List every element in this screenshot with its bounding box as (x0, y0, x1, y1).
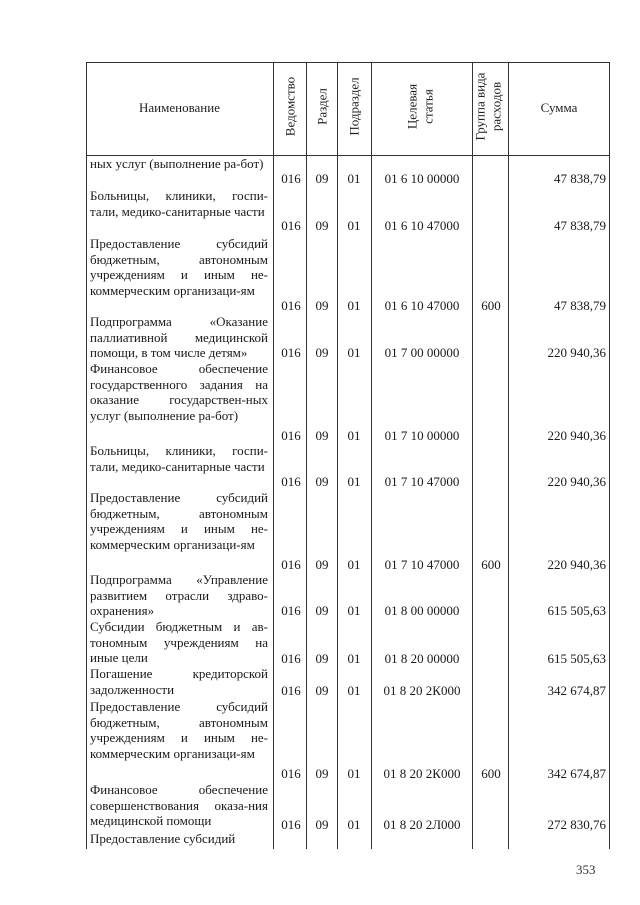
cell-celevaya-statya: 01 7 10 00000 (384, 428, 460, 443)
header-vedomstvo: Ведомство (282, 76, 298, 137)
cell-podrazdel: 01 (347, 171, 361, 186)
table-row-name: Погашение кредиторской задолженности (90, 666, 268, 697)
table-row-name: Предоставление субсидий (90, 831, 236, 846)
cell-razdel: 09 (315, 683, 329, 698)
cell-razdel: 09 (315, 474, 329, 489)
table-row-name: Финансовое обеспечение государственного задания на оказание государствен-ных услуг (выполнение ра-бот) (90, 361, 268, 423)
table-row-name: Предоставление субсидий бюджетным, автономным учреждениям и иным не-коммерческим организаци-ям (90, 490, 268, 552)
cell-podrazdel: 01 (347, 428, 361, 443)
cell-gruppa-vida-rashodov: 600 (481, 766, 501, 781)
header-gruppa-line2: расходов (488, 81, 504, 132)
cell-summa: 47 838,79 (554, 218, 606, 233)
cell-vedomstvo: 016 (281, 218, 301, 233)
table-row-name: Подпрограмма «Оказание паллиативной медицинской помощи, в том числе детям» (90, 314, 268, 360)
cell-summa: 47 838,79 (554, 298, 606, 313)
page-number: 353 (576, 862, 596, 877)
cell-celevaya-statya: 01 8 00 00000 (384, 603, 460, 618)
cell-podrazdel: 01 (347, 817, 361, 832)
cell-celevaya-statya: 01 8 20 00000 (384, 651, 460, 666)
cell-vedomstvo: 016 (281, 683, 301, 698)
cell-razdel: 09 (315, 171, 329, 186)
cell-summa: 47 838,79 (554, 171, 606, 186)
table-row-name: Больницы, клиники, госпи-тали, медико-санитарные части (90, 443, 268, 474)
cell-celevaya-statya: 01 8 20 2К000 (383, 683, 461, 698)
cell-vedomstvo: 016 (281, 766, 301, 781)
cell-razdel: 09 (315, 557, 329, 572)
cell-podrazdel: 01 (347, 557, 361, 572)
cell-celevaya-statya: 01 8 20 2Л000 (383, 817, 461, 832)
header-gruppa-line1: Группа вида (472, 72, 488, 141)
table-row-name: Подпрограмма «Управление развитием отрасли здраво-охранения» (90, 572, 268, 618)
cell-summa: 220 940,36 (547, 428, 606, 443)
cell-celevaya-statya: 01 8 20 2К000 (383, 766, 461, 781)
table-row-name: Субсидии бюджетным и ав-тономным учреждениям на иные цели (90, 619, 268, 665)
cell-razdel: 09 (315, 766, 329, 781)
cell-summa: 615 505,63 (547, 603, 606, 618)
table-row-name: Предоставление субсидий бюджетным, автономным учреждениям и иным не-коммерческим организаци-ям (90, 699, 268, 761)
cell-vedomstvo: 016 (281, 474, 301, 489)
cell-razdel: 09 (315, 651, 329, 666)
cell-vedomstvo: 016 (281, 603, 301, 618)
cell-vedomstvo: 016 (281, 428, 301, 443)
cell-summa: 342 674,87 (547, 683, 606, 698)
cell-celevaya-statya: 01 7 00 00000 (384, 345, 460, 360)
cell-razdel: 09 (315, 428, 329, 443)
cell-summa: 272 830,76 (547, 817, 606, 832)
column-divider (508, 62, 509, 849)
cell-vedomstvo: 016 (281, 817, 301, 832)
column-divider (306, 62, 307, 849)
table-row-name: Предоставление субсидий бюджетным, автономным учреждениям и иным не-коммерческим организаци-ям (90, 236, 268, 298)
column-divider (273, 62, 274, 849)
cell-razdel: 09 (315, 218, 329, 233)
cell-vedomstvo: 016 (281, 298, 301, 313)
cell-podrazdel: 01 (347, 474, 361, 489)
cell-razdel: 09 (315, 817, 329, 832)
cell-celevaya-statya: 01 6 10 00000 (384, 171, 460, 186)
cell-podrazdel: 01 (347, 603, 361, 618)
cell-summa: 342 674,87 (547, 766, 606, 781)
header-podrazdel: Подраздел (346, 77, 362, 136)
header-name: Наименование (139, 100, 220, 116)
cell-celevaya-statya: 01 6 10 47000 (384, 218, 460, 233)
cell-podrazdel: 01 (347, 651, 361, 666)
header-celevaya-line1: Целевая (404, 83, 420, 130)
cell-vedomstvo: 016 (281, 171, 301, 186)
cell-summa: 220 940,36 (547, 557, 606, 572)
cell-gruppa-vida-rashodov: 600 (481, 557, 501, 572)
cell-celevaya-statya: 01 6 10 47000 (384, 298, 460, 313)
cell-vedomstvo: 016 (281, 557, 301, 572)
cell-celevaya-statya: 01 7 10 47000 (384, 474, 460, 489)
cell-podrazdel: 01 (347, 345, 361, 360)
cell-podrazdel: 01 (347, 766, 361, 781)
cell-vedomstvo: 016 (281, 345, 301, 360)
cell-summa: 220 940,36 (547, 474, 606, 489)
cell-summa: 615 505,63 (547, 651, 606, 666)
cell-podrazdel: 01 (347, 218, 361, 233)
cell-razdel: 09 (315, 298, 329, 313)
cell-celevaya-statya: 01 7 10 47000 (384, 557, 460, 572)
table-row-name: Финансовое обеспечение совершенствования оказа-ния медицинской помощи (90, 782, 268, 828)
table-row-name: ных услуг (выполнение ра-бот) (90, 156, 264, 171)
table-row-name: Больницы, клиники, госпи-тали, медико-санитарные части (90, 188, 268, 219)
header-summa: Сумма (540, 100, 578, 116)
header-celevaya-line2: статья (420, 89, 436, 124)
column-divider (472, 62, 473, 849)
cell-summa: 220 940,36 (547, 345, 606, 360)
cell-vedomstvo: 016 (281, 651, 301, 666)
cell-razdel: 09 (315, 345, 329, 360)
cell-gruppa-vida-rashodov: 600 (481, 298, 501, 313)
cell-razdel: 09 (315, 603, 329, 618)
cell-podrazdel: 01 (347, 683, 361, 698)
header-razdel: Раздел (314, 88, 330, 125)
cell-podrazdel: 01 (347, 298, 361, 313)
